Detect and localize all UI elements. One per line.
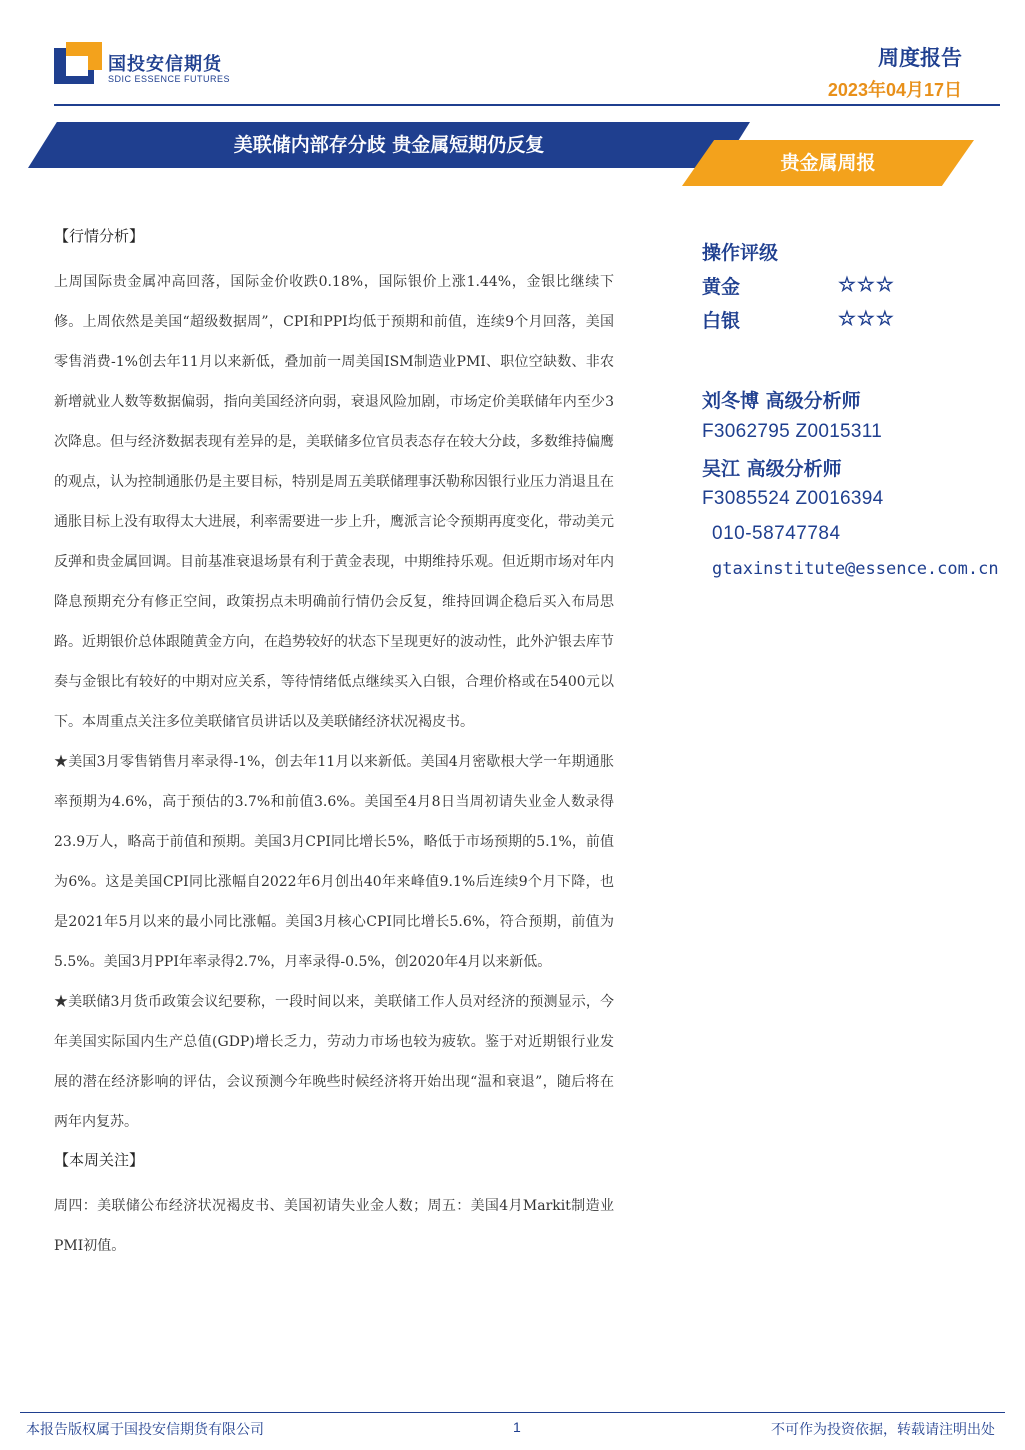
report-title: 美联储内部存分歧 贵金属短期仍反复 [233,134,545,156]
star-rating-icon: ☆☆☆ [838,306,895,330]
contact-email[interactable]: gtaxinstitute@essence.com.cn [712,559,999,579]
footer-divider [20,1412,1005,1413]
contact-phone: 010-58747784 [712,523,841,544]
rating-name: 白银 [702,310,741,332]
page-number: 1 [513,1419,521,1435]
company-name-en: SDIC ESSENCE FUTURES [108,74,231,84]
paragraph-weekly-focus: 周四：美联储公布经济状况褐皮书、美国初请失业金人数；周五：美国4月Markit制造业PMI初值。 [54,1198,614,1254]
footer-disclaimer: 不可作为投资依据，转载请注明出处 [771,1422,995,1438]
report-category: 贵金属周报 [780,152,876,174]
paragraph-fed-minutes: ★美联储3月货币政策会议纪要称，一段时间以来，美联储工作人员对经济的预测显示，今年美国实际国内生产总值(GDP)增长乏力，劳动力市场也较为疲软。鉴于对近期银行业发展的潜在经济影响的评估，会议预测今年晚些时候经济将开始出现“温和衰退”，随后将在两年内复苏。 [54,994,614,1130]
header-divider [54,104,1000,106]
rating-row-silver [702,306,922,336]
rating-row-gold [702,272,922,302]
analyst-name: 刘冬博 高级分析师 [702,390,861,412]
star-rating-icon: ☆☆☆ [838,272,895,296]
paragraph-market-analysis: 上周国际贵金属冲高回落，国际金价收跌0.18%，国际银价上涨1.44%，金银比继续下修。上周依然是美国“超级数据周”，CPI和PPI均低于预期和前值，连续9个月回落，美国零售消费-1%创去年11月以来新低，叠加前一周美国ISM制造业PMI、职位空缺数、非农新增就业人数等数据偏弱，指向美国经济向弱，衰退风险加剧，市场定价美联储年内至少3次降息。但与经济数据表现有差异的是，美联储多位官员表态存在较大分歧，多数维持偏鹰的观点，认为控制通胀仍是主要目标，特别是周五美联储理事沃勒称因银行业压力消退且在通胀目标上没有取得太大进展，利率需要进一步上升，鹰派言论令预期再度变化，带动美元反弹和贵金属回调。目前基准衰退场景有利于黄金表现，中期维持乐观。但近期市场对年内降息预期充分有修正空间，政策拐点未明确前行情仍会反复，维持回调企稳后买入布局思路。近期银价总体跟随黄金方向，在趋势较好的状态下呈现更好的波动性，此外沪银去库节奏与金银比有较好的中期对应关系，等待情绪低点继续买入白银，合理价格或在5400元以下。本周重点关注多位美联储官员讲话以及美联储经济状况褐皮书。 [54,274,614,730]
rating-name: 黄金 [702,276,741,298]
footer-copyright: 本报告版权属于国投安信期货有限公司 [26,1422,264,1438]
report-date: 2023年04月17日 [827,80,962,100]
logo-mark-inner [66,56,88,76]
report-type: 周度报告 [878,46,962,70]
paragraph-us-data: ★美国3月零售销售月率录得-1%，创去年11月以来新低。美国4月密歇根大学一年期通胀率预期为4.6%，高于预估的3.7%和前值3.6%。美国至4月8日当周初请失业金人数录得23.9万人，略高于前值和预期。美国3月CPI同比增长5%，略低于市场预期的5.1%，前值为6%。这是美国CPI同比涨幅自2022年6月创出40年来峰值9.1%后连续9个月下降，也是2021年5月以来的最小同比涨幅。美国3月核心CPI同比增长5.6%，符合预期，前值为5.5%。美国3月PPI年率录得2.7%，月率录得-0.5%，创2020年4月以来新低。 [54,754,614,970]
section-heading-market-analysis: 【行情分析】 [54,227,145,245]
analyst-certificate: F3085524 Z0016394 [702,488,884,509]
analyst-name: 吴江 高级分析师 [702,458,842,480]
company-logo [54,42,102,84]
analyst-certificate: F3062795 Z0015311 [702,421,883,442]
rating-title: 操作评级 [702,242,779,264]
main-content [54,222,614,1266]
section-heading-weekly-focus: 【本周关注】 [54,1151,145,1169]
company-name-cn: 国投安信期货 [108,54,222,75]
